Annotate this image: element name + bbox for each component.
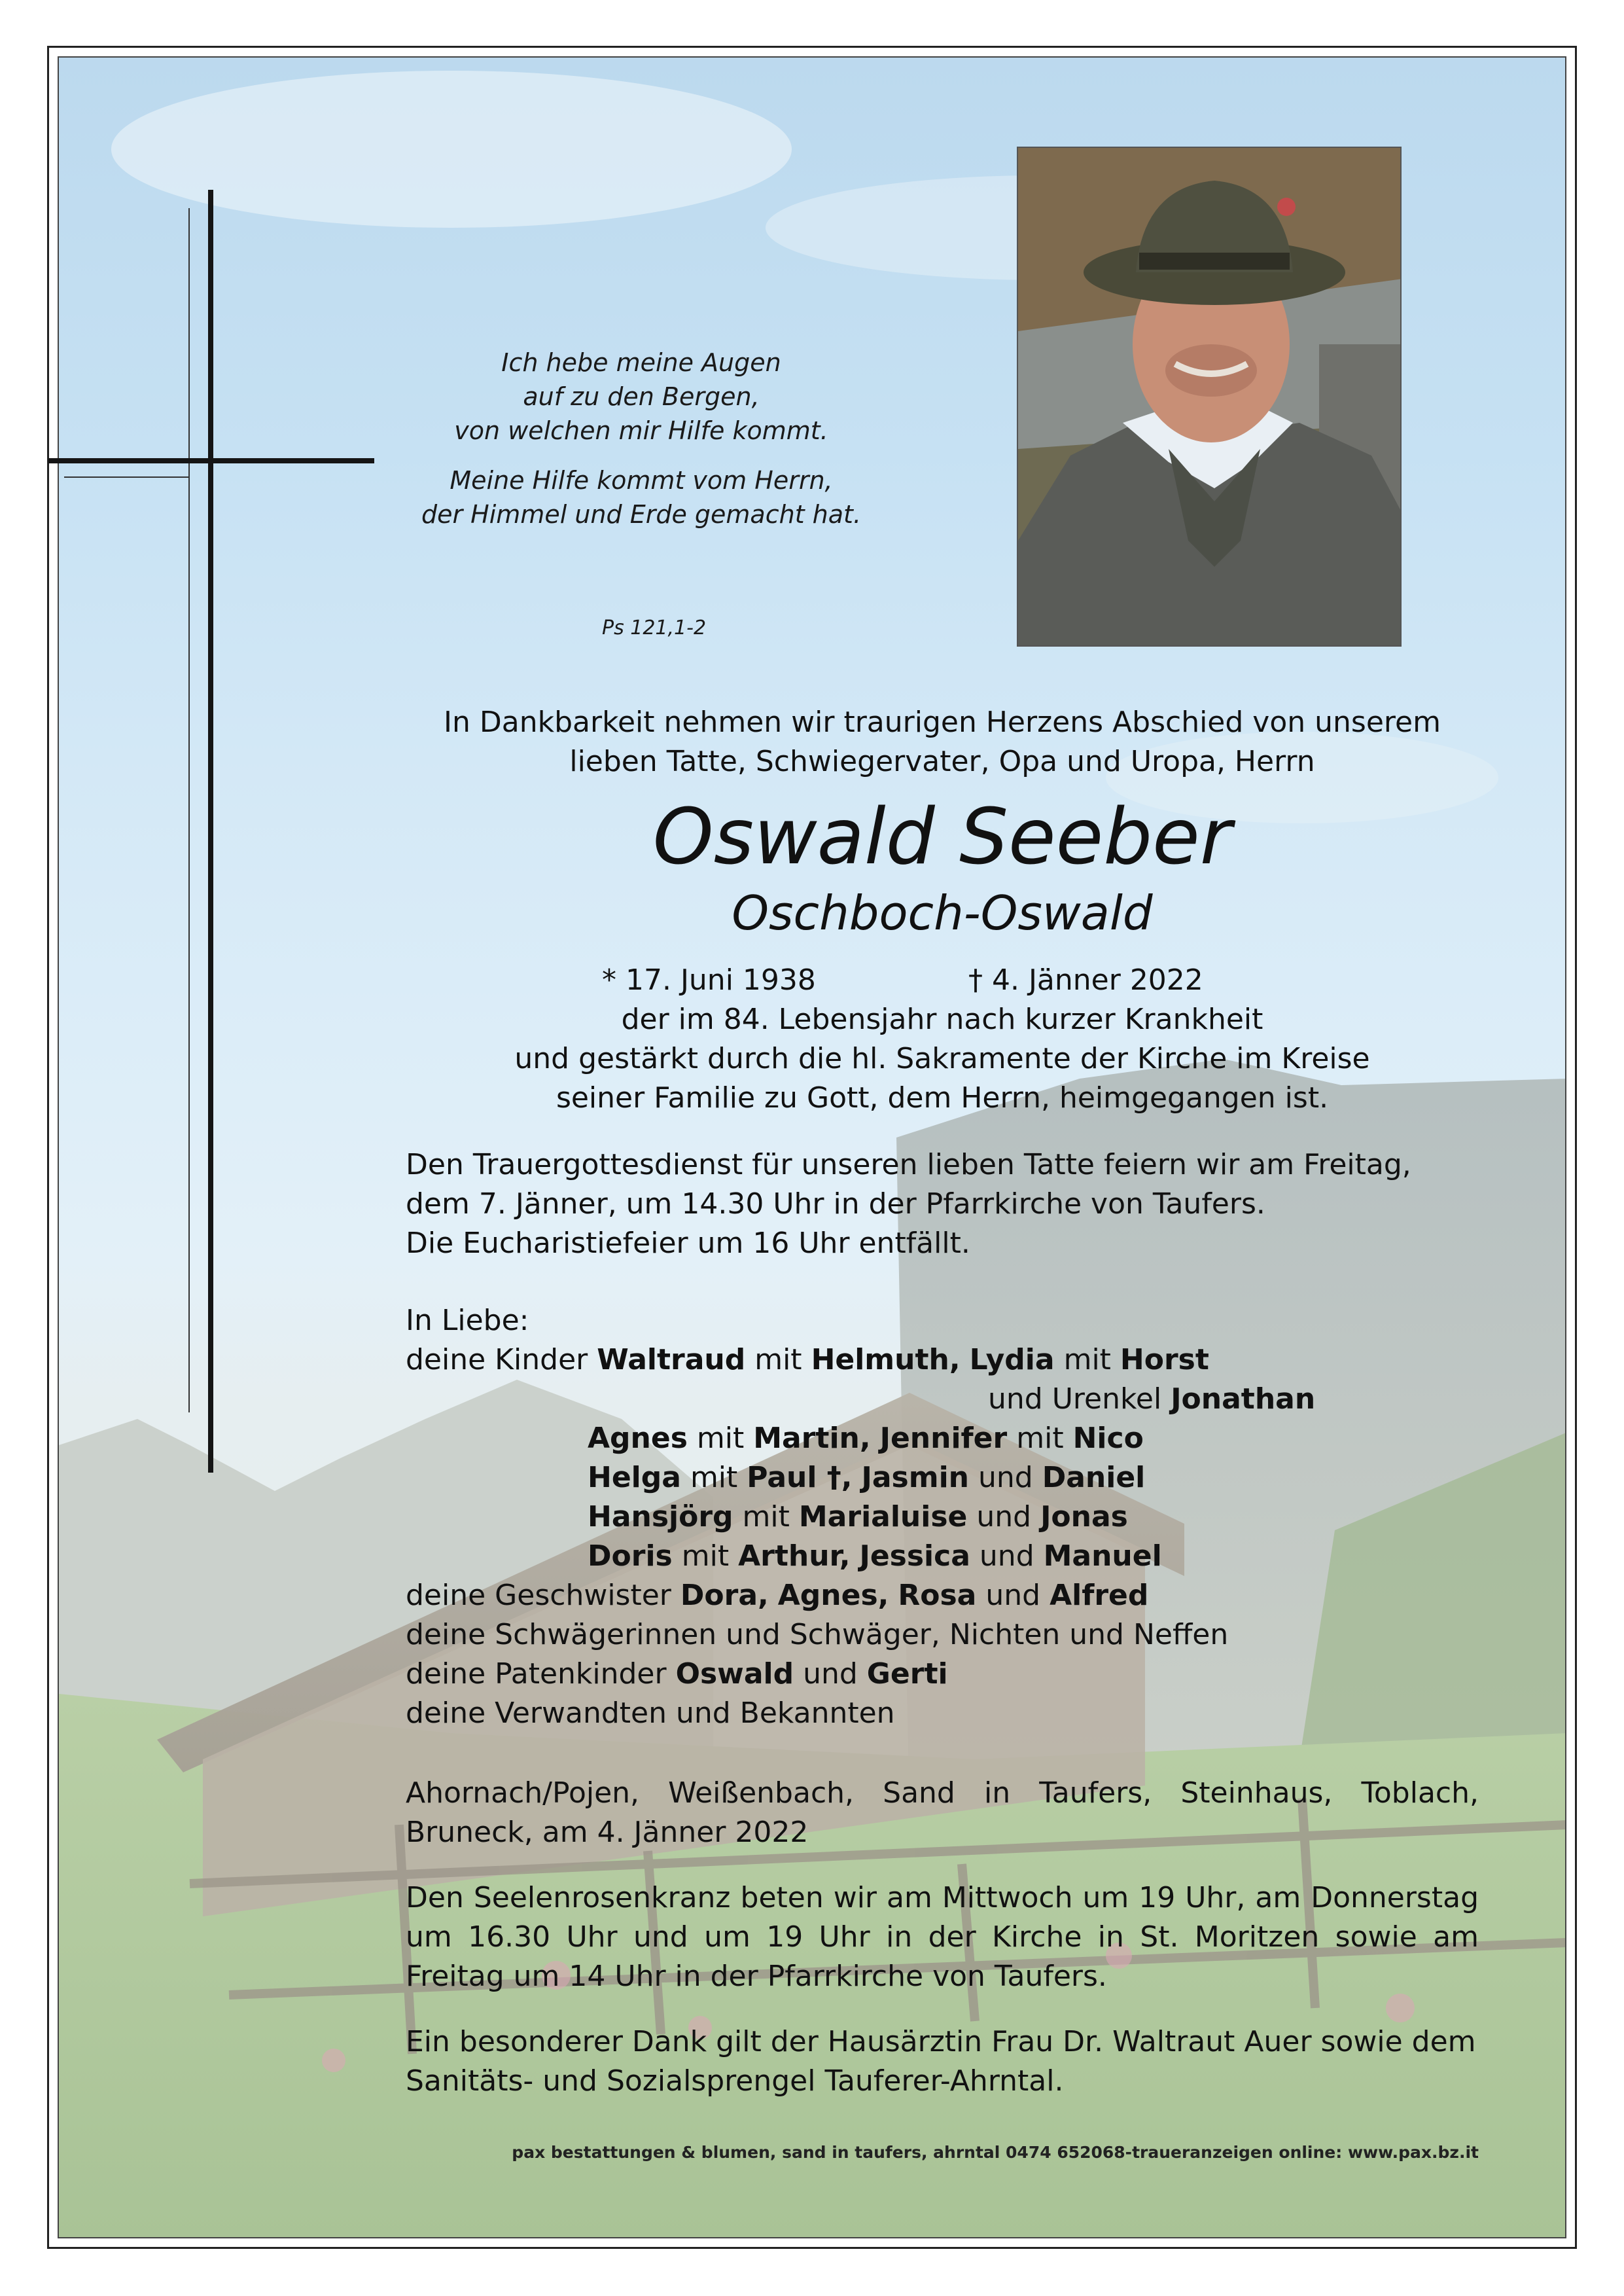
verse-stanza-1: Ich hebe meine Augen auf zu den Bergen, von welchen mir Hilfe kommt. [454,348,828,445]
family-grandchildren-3: Hansjörg mit Marialuise und Jonas [588,1500,1128,1534]
family-great-grandchild: und Urenkel Jonathan [988,1382,1316,1416]
cross-vertical-thin-line [188,208,190,1412]
cross-vertical-bar [208,190,213,1473]
verse-reference: Ps 121,1-2 [602,617,707,639]
portrait-photo [1017,147,1402,647]
places-and-date: Ahornach/Pojen, Weißenbach, Sand in Taufers, Steinhaus, Toblach, Bruneck, am 4. Jänner 2022 [406,1776,1479,1849]
family-grandchildren-2: Helga mit Paul †, Jasmin und Daniel [588,1461,1146,1494]
psalm-verse [393,346,890,547]
family-children: deine Kinder Waltraud mit Helmuth, Lydia mit Horst [406,1343,1209,1376]
footer-funeral-home: pax bestattungen & blumen, sand in taufers, ahrntal 0474 652068-traueranzeigen online: www.pax.bz.it [512,2143,1479,2162]
verse-stanza-2: Meine Hilfe kommt vom Herrn, der Himmel und Erde gemacht hat. [421,466,862,529]
family-grandchildren-4: Doris mit Arthur, Jessica und Manuel [588,1539,1162,1573]
birth-date: * 17. Juni 1938 [602,963,816,997]
family-siblings: deine Geschwister Dora, Agnes, Rosa und Alfred [406,1579,1149,1612]
intro-text: In Dankbarkeit nehmen wir traurigen Herzens Abschied von unserem lieben Tatte, Schwiegervater, Opa und Uropa, Herrn [444,706,1441,778]
bio-text: der im 84. Lebensjahr nach kurzer Krankheit und gestärkt durch die hl. Sakramente der Kirche im Kreise seiner Familie zu Gott, dem Herrn, heimgegangen ist. [514,1003,1370,1115]
cross-horizontal-bar [48,458,374,463]
family-inlaws: deine Schwägerinnen und Schwäger, Nichten und Neffen [406,1618,1229,1651]
family-heading: In Liebe: [406,1304,529,1337]
family-relatives: deine Verwandten und Bekannten [406,1696,895,1730]
thanks-text: Ein besonderer Dank gilt der Hausärztin Frau Dr. Waltraut Auer sowie dem Sanitäts- und Sozialsprengel Tauferer-Ahrntal. [406,2025,1476,2098]
death-date: † 4. Jänner 2022 [968,963,1203,997]
deceased-name: Oswald Seeber [652,791,1232,882]
family-godchildren: deine Patenkinder Oswald und Gerti [406,1657,948,1691]
cross-horizontal-thin-line [64,476,190,478]
deceased-nickname: Oschboch-Oswald [732,886,1153,941]
rosary-info: Den Seelenrosenkranz beten wir am Mittwoch um 19 Uhr, am Donnerstag um 16.30 Uhr und um 19 Uhr in der Kirche in St. Moritzen sowie am Freitag um 14 Uhr in der Pfarrkirche von Taufers. [406,1881,1479,1993]
family-grandchildren-1: Agnes mit Martin, Jennifer mit Nico [588,1422,1144,1455]
service-info: Den Trauergottesdienst für unseren lieben Tatte feiern wir am Freitag, dem 7. Jänner, um 14.30 Uhr in der Pfarrkirche von Taufers. Die Eucharistiefeier um 16 Uhr entfällt. [406,1148,1411,1260]
family-list [406,1301,1479,1733]
